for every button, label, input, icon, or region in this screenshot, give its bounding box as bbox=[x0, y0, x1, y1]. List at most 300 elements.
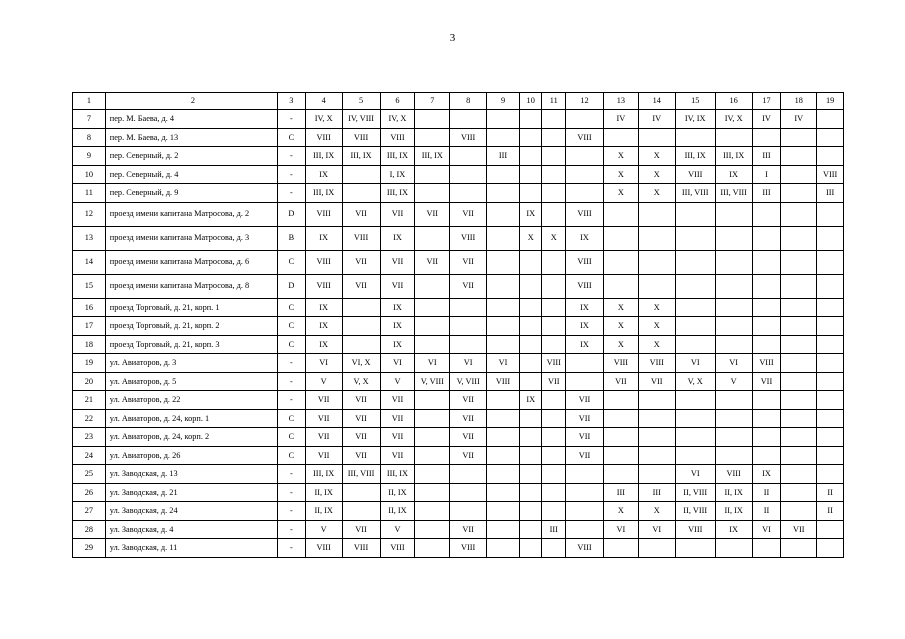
table-row bbox=[73, 391, 844, 410]
address-cell: проезд Торговый, д. 21, корп. 1 bbox=[105, 298, 277, 317]
row-number-cell: 29 bbox=[73, 539, 106, 558]
column-header: 1 bbox=[73, 93, 106, 110]
table-cell bbox=[752, 317, 781, 336]
row-number-cell: 14 bbox=[73, 250, 106, 274]
table-cell: IX bbox=[380, 226, 415, 250]
table-cell bbox=[638, 274, 675, 298]
table-cell bbox=[817, 202, 844, 226]
table-cell bbox=[519, 483, 542, 502]
table-row bbox=[73, 483, 844, 502]
table-cell: VII bbox=[450, 428, 487, 447]
table-cell: VII bbox=[342, 409, 380, 428]
table-cell bbox=[752, 128, 781, 147]
table-cell: IX bbox=[380, 298, 415, 317]
table-cell bbox=[450, 465, 487, 484]
column-header: 2 bbox=[105, 93, 277, 110]
table-cell bbox=[638, 539, 675, 558]
column-header: 7 bbox=[415, 93, 450, 110]
table-cell bbox=[675, 428, 715, 447]
row-number-cell: 10 bbox=[73, 165, 106, 184]
table-cell: VII bbox=[415, 250, 450, 274]
table-cell bbox=[415, 226, 450, 250]
table-cell bbox=[342, 335, 380, 354]
column-header: 11 bbox=[542, 93, 566, 110]
table-cell bbox=[781, 372, 817, 391]
table-cell bbox=[519, 298, 542, 317]
table-cell bbox=[715, 446, 752, 465]
table-cell bbox=[519, 465, 542, 484]
table-cell bbox=[752, 428, 781, 447]
table-cell bbox=[415, 110, 450, 129]
table-cell bbox=[675, 274, 715, 298]
table-cell: II, IX bbox=[380, 502, 415, 521]
table-cell bbox=[566, 354, 604, 373]
table-cell bbox=[781, 446, 817, 465]
table-cell bbox=[781, 128, 817, 147]
table-cell bbox=[415, 428, 450, 447]
table-cell bbox=[715, 250, 752, 274]
table-cell: C bbox=[278, 128, 306, 147]
table-cell bbox=[542, 391, 566, 410]
table-row bbox=[73, 428, 844, 447]
address-cell: ул. Заводская, д. 13 bbox=[105, 465, 277, 484]
table-cell bbox=[781, 147, 817, 166]
table-cell: VII bbox=[380, 274, 415, 298]
table-cell bbox=[450, 110, 487, 129]
table-cell: VIII bbox=[566, 274, 604, 298]
table-cell bbox=[781, 335, 817, 354]
address-cell: ул. Авиаторов, д. 22 bbox=[105, 391, 277, 410]
table-cell bbox=[519, 446, 542, 465]
table-cell bbox=[487, 110, 520, 129]
table-cell bbox=[675, 317, 715, 336]
table-cell bbox=[415, 465, 450, 484]
table-cell: II, IX bbox=[715, 483, 752, 502]
table-cell bbox=[415, 128, 450, 147]
table-row bbox=[73, 520, 844, 539]
table-cell bbox=[675, 539, 715, 558]
row-number-cell: 12 bbox=[73, 202, 106, 226]
column-header: 6 bbox=[380, 93, 415, 110]
table-cell bbox=[542, 317, 566, 336]
table-cell: III, VIII bbox=[715, 184, 752, 203]
table-cell: VIII bbox=[752, 354, 781, 373]
table-cell bbox=[752, 391, 781, 410]
address-cell: ул. Авиаторов, д. 24, корп. 2 bbox=[105, 428, 277, 447]
table-row bbox=[73, 226, 844, 250]
column-header: 17 bbox=[752, 93, 781, 110]
table-cell: III, IX bbox=[715, 147, 752, 166]
table-cell bbox=[415, 335, 450, 354]
table-cell: VII bbox=[342, 520, 380, 539]
table-cell: X bbox=[542, 226, 566, 250]
table-cell: VII bbox=[342, 428, 380, 447]
table-cell: IX bbox=[566, 335, 604, 354]
table-cell bbox=[487, 502, 520, 521]
table-cell bbox=[638, 226, 675, 250]
table-cell: - bbox=[278, 110, 306, 129]
table-cell bbox=[781, 226, 817, 250]
table-cell: VII bbox=[450, 391, 487, 410]
table-cell bbox=[817, 409, 844, 428]
table-cell: VII bbox=[752, 372, 781, 391]
table-cell bbox=[487, 409, 520, 428]
table-cell bbox=[603, 250, 638, 274]
table-cell bbox=[519, 428, 542, 447]
table-cell: VI bbox=[415, 354, 450, 373]
address-cell: проезд Торговый, д. 21, корп. 2 bbox=[105, 317, 277, 336]
address-cell: ул. Авиаторов, д. 3 bbox=[105, 354, 277, 373]
table-cell bbox=[542, 110, 566, 129]
table-cell: D bbox=[278, 274, 306, 298]
table-cell: VIII bbox=[305, 274, 342, 298]
table-cell: VII bbox=[542, 372, 566, 391]
table-cell bbox=[603, 409, 638, 428]
row-number-cell: 9 bbox=[73, 147, 106, 166]
table-cell bbox=[638, 128, 675, 147]
table-row bbox=[73, 502, 844, 521]
table-cell bbox=[817, 226, 844, 250]
table-cell: - bbox=[278, 147, 306, 166]
table-cell bbox=[715, 317, 752, 336]
table-cell: III, VIII bbox=[675, 184, 715, 203]
table-cell bbox=[675, 128, 715, 147]
column-header: 15 bbox=[675, 93, 715, 110]
table-cell: VII bbox=[450, 250, 487, 274]
table-cell: VIII bbox=[450, 226, 487, 250]
table-cell bbox=[487, 128, 520, 147]
row-number-cell: 25 bbox=[73, 465, 106, 484]
table-cell: II, IX bbox=[380, 483, 415, 502]
table-cell: VII bbox=[638, 372, 675, 391]
table-cell bbox=[487, 184, 520, 203]
table-cell: V, X bbox=[342, 372, 380, 391]
table-cell: VI bbox=[715, 354, 752, 373]
table-cell: V, VIII bbox=[415, 372, 450, 391]
table-cell bbox=[542, 483, 566, 502]
table-cell bbox=[817, 428, 844, 447]
address-cell: ул. Заводская, д. 11 bbox=[105, 539, 277, 558]
address-cell: проезд имени капитана Матросова, д. 6 bbox=[105, 250, 277, 274]
table-cell: IV bbox=[781, 110, 817, 129]
table-cell bbox=[781, 465, 817, 484]
address-cell: ул. Заводская, д. 21 bbox=[105, 483, 277, 502]
table-cell bbox=[603, 465, 638, 484]
table-cell: VIII bbox=[638, 354, 675, 373]
table-cell: VII bbox=[781, 520, 817, 539]
table-cell bbox=[675, 391, 715, 410]
table-cell bbox=[542, 335, 566, 354]
table-cell bbox=[542, 446, 566, 465]
table-cell bbox=[487, 391, 520, 410]
table-cell bbox=[487, 539, 520, 558]
table-cell: IV, X bbox=[715, 110, 752, 129]
table-cell bbox=[675, 250, 715, 274]
table-cell: X bbox=[603, 147, 638, 166]
table-cell bbox=[715, 391, 752, 410]
table-cell bbox=[817, 465, 844, 484]
table-cell: IX bbox=[305, 298, 342, 317]
table-cell bbox=[487, 165, 520, 184]
table-cell: C bbox=[278, 409, 306, 428]
table-cell bbox=[817, 446, 844, 465]
table-cell bbox=[638, 428, 675, 447]
table-cell: III bbox=[638, 483, 675, 502]
table-cell: - bbox=[278, 483, 306, 502]
address-cell: ул. Авиаторов, д. 5 bbox=[105, 372, 277, 391]
table-cell: III bbox=[542, 520, 566, 539]
table-cell: IV, X bbox=[305, 110, 342, 129]
table-cell bbox=[817, 354, 844, 373]
address-cell: пер. Северный, д. 9 bbox=[105, 184, 277, 203]
table-cell: X bbox=[638, 184, 675, 203]
table-cell bbox=[342, 317, 380, 336]
table-cell: X bbox=[638, 298, 675, 317]
table-cell bbox=[603, 202, 638, 226]
table-cell bbox=[603, 391, 638, 410]
table-cell: VI bbox=[305, 354, 342, 373]
table-cell bbox=[603, 539, 638, 558]
table-cell bbox=[817, 110, 844, 129]
table-cell bbox=[542, 202, 566, 226]
table-cell bbox=[781, 409, 817, 428]
column-header: 9 bbox=[487, 93, 520, 110]
table-cell bbox=[638, 465, 675, 484]
table-cell bbox=[603, 226, 638, 250]
table-cell: VI bbox=[450, 354, 487, 373]
table-cell: VII bbox=[305, 391, 342, 410]
table-cell: III, VIII bbox=[342, 465, 380, 484]
table-cell bbox=[817, 317, 844, 336]
table-cell: X bbox=[638, 147, 675, 166]
address-cell: проезд имени капитана Матросова, д. 2 bbox=[105, 202, 277, 226]
table-cell: VIII bbox=[450, 539, 487, 558]
table-cell bbox=[415, 502, 450, 521]
address-cell: проезд имени капитана Матросова, д. 8 bbox=[105, 274, 277, 298]
address-cell: ул. Авиаторов, д. 26 bbox=[105, 446, 277, 465]
table-cell bbox=[675, 409, 715, 428]
table-cell: X bbox=[519, 226, 542, 250]
table-cell bbox=[817, 128, 844, 147]
table-cell: VII bbox=[415, 202, 450, 226]
address-cell: ул. Заводская, д. 24 bbox=[105, 502, 277, 521]
table-cell: VI bbox=[752, 520, 781, 539]
table-cell bbox=[415, 317, 450, 336]
table-cell bbox=[781, 391, 817, 410]
table-cell: VIII bbox=[342, 128, 380, 147]
table-cell bbox=[566, 110, 604, 129]
table-row bbox=[73, 202, 844, 226]
table-cell bbox=[817, 372, 844, 391]
table-cell: VIII bbox=[542, 354, 566, 373]
table-cell bbox=[781, 483, 817, 502]
table-cell: C bbox=[278, 428, 306, 447]
table-cell: III, IX bbox=[342, 147, 380, 166]
table-cell: VII bbox=[450, 274, 487, 298]
table-cell bbox=[566, 520, 604, 539]
table-cell: - bbox=[278, 165, 306, 184]
table-cell: III, IX bbox=[675, 147, 715, 166]
row-number-cell: 15 bbox=[73, 274, 106, 298]
table-cell: III, IX bbox=[380, 465, 415, 484]
table-cell: VII bbox=[380, 391, 415, 410]
table-cell bbox=[450, 335, 487, 354]
table-cell: IX bbox=[566, 226, 604, 250]
table-cell: VI, X bbox=[342, 354, 380, 373]
table-cell: VII bbox=[342, 250, 380, 274]
table-cell bbox=[542, 502, 566, 521]
table-cell bbox=[603, 428, 638, 447]
table-cell bbox=[450, 184, 487, 203]
table-cell: IX bbox=[752, 465, 781, 484]
table-cell bbox=[487, 483, 520, 502]
table-cell: C bbox=[278, 446, 306, 465]
column-header: 10 bbox=[519, 93, 542, 110]
column-header: 13 bbox=[603, 93, 638, 110]
table-cell: IV bbox=[638, 110, 675, 129]
table-cell bbox=[752, 298, 781, 317]
table-cell bbox=[566, 147, 604, 166]
column-header: 16 bbox=[715, 93, 752, 110]
table-cell bbox=[519, 250, 542, 274]
table-cell bbox=[781, 250, 817, 274]
table-cell bbox=[519, 128, 542, 147]
table-cell bbox=[675, 202, 715, 226]
table-cell bbox=[519, 539, 542, 558]
table-cell: VII bbox=[305, 409, 342, 428]
table-cell bbox=[781, 428, 817, 447]
table-cell bbox=[487, 226, 520, 250]
table-cell bbox=[675, 335, 715, 354]
table-cell: V, X bbox=[675, 372, 715, 391]
table-cell bbox=[781, 274, 817, 298]
table-cell: VIII bbox=[305, 250, 342, 274]
table-cell bbox=[752, 409, 781, 428]
table-cell bbox=[817, 539, 844, 558]
table-cell: III, IX bbox=[415, 147, 450, 166]
table-cell: IV, IX bbox=[675, 110, 715, 129]
table-row bbox=[73, 354, 844, 373]
table-cell bbox=[603, 128, 638, 147]
table-cell bbox=[566, 502, 604, 521]
row-number-cell: 23 bbox=[73, 428, 106, 447]
table-cell bbox=[519, 520, 542, 539]
table-cell: IV bbox=[603, 110, 638, 129]
table-cell: VI bbox=[603, 520, 638, 539]
table-cell: VII bbox=[450, 409, 487, 428]
table-cell: III bbox=[487, 147, 520, 166]
table-cell bbox=[542, 409, 566, 428]
table-cell bbox=[542, 465, 566, 484]
table-cell: VIII bbox=[450, 128, 487, 147]
table-cell bbox=[781, 317, 817, 336]
table-cell bbox=[519, 409, 542, 428]
table-cell bbox=[415, 539, 450, 558]
table-cell bbox=[487, 465, 520, 484]
table-cell: X bbox=[603, 502, 638, 521]
table-cell: - bbox=[278, 354, 306, 373]
address-cell: пер. М. Баева, д. 4 bbox=[105, 110, 277, 129]
table-cell bbox=[566, 184, 604, 203]
table-row bbox=[73, 335, 844, 354]
row-number-cell: 27 bbox=[73, 502, 106, 521]
table-cell bbox=[715, 335, 752, 354]
table-cell bbox=[715, 128, 752, 147]
table-cell: B bbox=[278, 226, 306, 250]
table-cell: VIII bbox=[566, 202, 604, 226]
table-cell: - bbox=[278, 465, 306, 484]
table-cell: - bbox=[278, 184, 306, 203]
data-table bbox=[72, 92, 844, 558]
table-cell: III bbox=[817, 184, 844, 203]
table-cell bbox=[415, 298, 450, 317]
table-cell: X bbox=[638, 335, 675, 354]
row-number-cell: 26 bbox=[73, 483, 106, 502]
table-cell: IX bbox=[305, 317, 342, 336]
table-cell bbox=[542, 250, 566, 274]
table-cell: IX bbox=[519, 391, 542, 410]
table-cell: VIII bbox=[342, 539, 380, 558]
table-cell: VIII bbox=[675, 165, 715, 184]
table-cell bbox=[342, 184, 380, 203]
row-number-cell: 20 bbox=[73, 372, 106, 391]
table-cell bbox=[566, 372, 604, 391]
table-cell: IX bbox=[715, 520, 752, 539]
table-cell bbox=[603, 446, 638, 465]
table-row bbox=[73, 147, 844, 166]
address-cell: пер. Северный, д. 4 bbox=[105, 165, 277, 184]
table-cell: IX bbox=[305, 335, 342, 354]
table-cell bbox=[781, 539, 817, 558]
address-cell: проезд Торговый, д. 21, корп. 3 bbox=[105, 335, 277, 354]
table-cell bbox=[715, 539, 752, 558]
row-number-cell: 28 bbox=[73, 520, 106, 539]
table-row bbox=[73, 539, 844, 558]
table-cell bbox=[342, 483, 380, 502]
table-cell bbox=[817, 335, 844, 354]
table-cell: V bbox=[715, 372, 752, 391]
table-cell: VII bbox=[566, 391, 604, 410]
table-cell: III, IX bbox=[305, 465, 342, 484]
row-number-cell: 18 bbox=[73, 335, 106, 354]
table-cell bbox=[781, 298, 817, 317]
table-cell: X bbox=[638, 502, 675, 521]
table-row bbox=[73, 465, 844, 484]
table-cell bbox=[542, 165, 566, 184]
table-cell bbox=[817, 274, 844, 298]
table-cell: X bbox=[603, 317, 638, 336]
table-cell: IX bbox=[380, 317, 415, 336]
table-row bbox=[73, 317, 844, 336]
table-cell: VIII bbox=[566, 128, 604, 147]
table-cell: - bbox=[278, 391, 306, 410]
table-cell bbox=[487, 202, 520, 226]
table-cell: VIII bbox=[603, 354, 638, 373]
table-row bbox=[73, 372, 844, 391]
table-cell: IX bbox=[519, 202, 542, 226]
table-cell: VIII bbox=[817, 165, 844, 184]
table-cell bbox=[781, 354, 817, 373]
table-cell bbox=[817, 298, 844, 317]
table-cell: VIII bbox=[305, 128, 342, 147]
table-cell bbox=[519, 372, 542, 391]
row-number-cell: 24 bbox=[73, 446, 106, 465]
column-header: 8 bbox=[450, 93, 487, 110]
table-cell bbox=[752, 446, 781, 465]
table-cell bbox=[519, 354, 542, 373]
table-cell: C bbox=[278, 317, 306, 336]
table-cell bbox=[603, 274, 638, 298]
